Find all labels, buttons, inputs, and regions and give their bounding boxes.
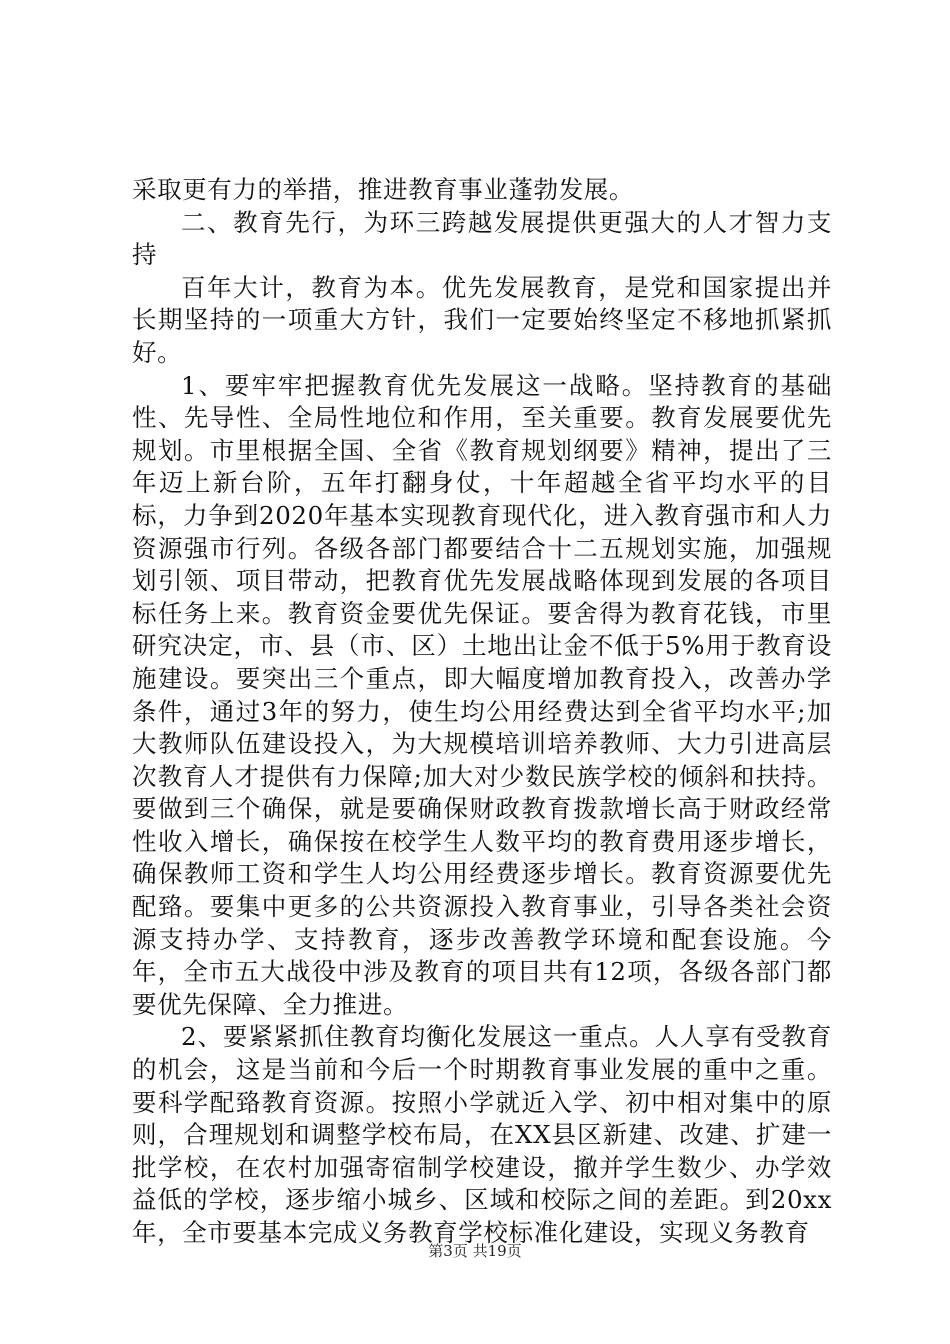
document-body [132, 174, 832, 1250]
paragraph: 百年大计，教育为本。优先发展教育，是党和国家提出并长期坚持的一项重大方针，我们一定要始终坚定不移地抓紧抓好。 [132, 272, 832, 367]
section-heading: 二、教育先行，为环三跨越发展提供更强大的人才智力支持 [132, 207, 832, 270]
paragraph: 采取更有力的举措，推进教育事业蓬勃发展。 [132, 175, 634, 204]
paragraph: 1、要牢牢把握教育优先发展这一战略。坚持教育的基础性、先导性、全局性地位和作用，至关重要。教育发展要优先规划。市里根据全国、全省《教育规划纲要》精神，提出了三年迈上新台阶，五年打翻身仗，十年超越全省平均水平的目标，力争到2020年基本实现教育现代化，进入教育强市和人力资源强市行列。各级各部门都要结合十二五规划实施，加强规划引领、项目带动，把教育优先发展战略体现到发展的各项目标任务上来。教育资金要优先保证。要舍得为教育花钱，市里研究决定，市、县（市、区）土地出让金不低于5%用于教育设施建设。要突出三个重点，即大幅度增加教育投入，改善办学条件，通过3年的努力，使生均公用经费达到全省平均水平;加大教师队伍建设投入，为大规模培训培养教师、大力引进高层次教育人才提供有力保障;加大对少数民族学校的倾斜和扶持。要做到三个确保，就是要确保财政教育拨款增长高于财政经常性收入增长，确保按在校学生人数平均的教育费用逐步增长，确保教师工资和学生人均公用经费逐步增长。教育资源要优先配臵。要集中更多的公共资源投入教育事业，引导各类社会资源支持办学、支持教育，逐步改善教学环境和配套设施。今年，全市五大战役中涉及教育的项目共有12项，各级各部门都要优先保障、全力推进。 [132, 370, 832, 1019]
page-number-footer: 第3页 共19页 [428, 1242, 522, 1260]
paragraph: 2、要紧紧抓住教育均衡化发展这一重点。人人享有受教育的机会，这是当前和今后一个时期教育事业发展的重中之重。要科学配臵教育资源。按照小学就近入学、初中相对集中的原则，合理规划和调整学校布局，在XX县区新建、改建、扩建一批学校，在农村加强寄宿制学校建设，撤并学生数少、办学效益低的学校，逐步缩小城乡、区域和校际之间的差距。到20xx年，全市要基本完成义务教育学校标准化建设，实现义务教育 [132, 1022, 832, 1247]
